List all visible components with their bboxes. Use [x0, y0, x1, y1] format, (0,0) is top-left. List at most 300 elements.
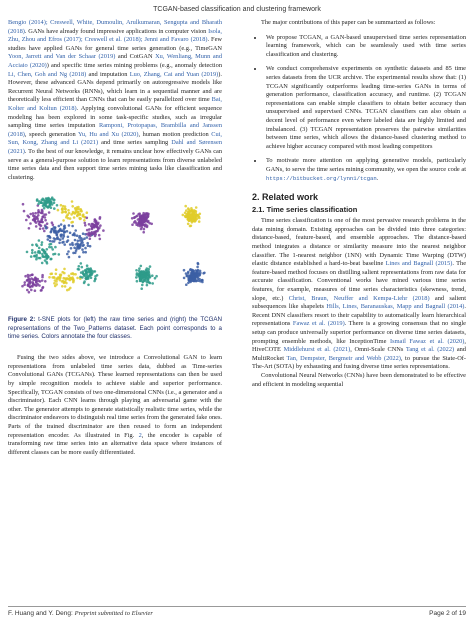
text-run: , Omni-Scale CNNs: [350, 346, 406, 354]
tsne-point: [185, 210, 188, 213]
tsne-point: [28, 216, 31, 219]
tsne-point: [40, 289, 43, 292]
tsne-point: [71, 277, 74, 280]
tsne-point: [89, 245, 92, 248]
tsne-point: [135, 224, 138, 227]
citation-link[interactable]: Cui, Sun, Kong, Zhang and Li (2021): [8, 130, 223, 147]
contribution-text: To motivate more attention on applying generative models, particularly GANs, to serve the time series mining community, we open the source code at: [266, 157, 466, 173]
tsne-point: [196, 218, 199, 221]
tsne-point: [102, 230, 105, 233]
tsne-point: [68, 288, 71, 291]
tsne-point: [187, 272, 190, 275]
tsne-point: [77, 240, 80, 243]
tsne-point: [60, 223, 63, 226]
tsne-point: [41, 253, 44, 256]
tsne-point: [28, 227, 31, 230]
tsne-point: [86, 217, 89, 220]
figure-2: [8, 188, 222, 312]
tsne-point: [76, 206, 79, 209]
tsne-point: [76, 242, 79, 245]
tsne-point: [197, 262, 200, 265]
tsne-point: [79, 276, 82, 279]
tsne-point: [40, 225, 43, 228]
tsne-point: [80, 210, 83, 213]
tsne-point: [41, 241, 44, 244]
tsne-point: [43, 230, 46, 233]
tsne-point: [74, 273, 77, 276]
tsne-point: [37, 214, 40, 217]
citation-link[interactable]: Bengio (2014); Creswell, White, Dumoulin, Arulkumaran, Sengupta and Bharath (2018): [8, 19, 222, 35]
tsne-point: [81, 239, 84, 242]
tsne-point: [143, 228, 146, 231]
text-run: ). However, these advanced GANs depend primarily on autoregressive models like Recurrent Neural Networks (RNNs), which learn in a sequential manner and are theoretically less efficient than CNNs that can be easily parallelized over time: [8, 70, 222, 104]
tsne-point: [57, 276, 60, 279]
tsne-point: [69, 279, 72, 282]
tsne-point: [39, 221, 42, 224]
citation-link[interactable]: Bai, Kolter and Koltun (2018): [8, 96, 222, 112]
tsne-point: [59, 229, 62, 232]
text-run: and MultiRocket: [252, 346, 466, 362]
tsne-point: [151, 282, 154, 285]
tsne-point: [56, 204, 59, 207]
citation-link[interactable]: Li, Chen, Goh and Ng (2018): [8, 70, 87, 78]
tsne-point: [49, 204, 52, 207]
tsne-point: [44, 204, 47, 207]
citation-link[interactable]: Xu, Wenliang, Munn and Acciaio (2020): [8, 53, 222, 69]
tsne-point: [183, 277, 186, 280]
tsne-point: [185, 284, 188, 287]
tsne-point: [31, 244, 34, 247]
tsne-point: [144, 279, 147, 282]
tsne-point: [62, 241, 65, 244]
tsne-point: [64, 278, 67, 281]
tsne-point: [83, 219, 86, 222]
tsne-point: [194, 210, 197, 213]
tsne-point: [67, 217, 70, 220]
tsne-point: [31, 252, 34, 255]
tsne-point: [38, 251, 41, 254]
tsne-point: [53, 282, 56, 285]
tsne-point: [93, 220, 96, 223]
right-paragraph-1: [252, 217, 466, 372]
tsne-point: [183, 269, 186, 272]
tsne-point: [60, 204, 63, 207]
tsne-point: [38, 284, 41, 287]
page-footer: [8, 606, 466, 617]
tsne-point: [82, 251, 85, 254]
tsne-point: [63, 235, 66, 238]
tsne-point: [191, 216, 194, 219]
tsne-point: [145, 276, 148, 279]
citation-link[interactable]: Middlehurst et al. (2021): [283, 346, 351, 354]
left-column: [8, 19, 222, 457]
tsne-point: [30, 289, 33, 292]
footer-left: [8, 610, 153, 617]
citation-link[interactable]: Christ, Braun, Neuffer and Kempa-Liehr (2018): [288, 294, 430, 302]
tsne-point: [84, 224, 87, 227]
subsection-title: 2.1. Time series classification: [252, 204, 358, 214]
tsne-point: [79, 214, 82, 217]
tsne-point: [51, 240, 54, 243]
tsne-point: [198, 221, 201, 224]
tsne-point: [46, 223, 49, 226]
tsne-point: [34, 251, 37, 254]
tsne-point: [74, 239, 77, 242]
citation-link[interactable]: Luo, Zhang, Cai and Yuan (2019): [129, 70, 219, 78]
tsne-point: [86, 236, 89, 239]
tsne-point: [132, 212, 135, 215]
citation-link[interactable]: 2: [138, 431, 142, 439]
tsne-point: [155, 275, 158, 278]
citation-link[interactable]: Hills, Lines, Baranauskas, Mapp and Bagnall (2014): [326, 303, 465, 311]
tsne-point: [79, 247, 82, 250]
tsne-point: [54, 230, 57, 233]
tsne-point: [41, 274, 44, 277]
tsne-point: [139, 219, 142, 222]
tsne-point: [86, 229, 89, 232]
tsne-point: [26, 279, 29, 282]
tsne-point: [57, 209, 60, 212]
text-run: , the encoder is capable of transforming raw time series into an alternative data space where instances of different classes can be more easily differentiated.: [8, 431, 222, 456]
tsne-point: [85, 272, 88, 275]
tsne-point: [189, 269, 192, 272]
tsne-point: [87, 268, 90, 271]
tsne-point: [61, 211, 64, 214]
tsne-point: [61, 285, 64, 288]
tsne-point: [131, 217, 134, 220]
text-run: ) and specific time series mining problems (e.g., anomaly detection: [46, 61, 222, 69]
tsne-point: [81, 266, 84, 269]
tsne-point: [185, 273, 188, 276]
tsne-point: [27, 274, 30, 277]
tsne-point: [70, 247, 73, 250]
tsne-point: [55, 280, 58, 283]
tsne-point: [42, 256, 45, 259]
text-run: . To the best of our knowledge, it remains unclear how effectively GANs can serve as a general-purpose solution to learn representations from diverse unlabeled time series data and then support time series mining tasks like classification and clustering.: [8, 147, 222, 181]
tsne-point: [195, 280, 198, 283]
citation-link[interactable]: Yu, Hu and Xu (2020): [78, 130, 139, 138]
footer-authors: F. Huang and Y. Deng:: [8, 610, 75, 617]
tsne-point: [85, 276, 88, 279]
tsne-point: [54, 246, 57, 249]
tsne-point: [93, 231, 96, 234]
citation-link[interactable]: Dahl and Sørensen (2021): [8, 139, 222, 155]
tsne-point: [54, 253, 57, 256]
tsne-point: [29, 213, 32, 216]
tsne-point: [82, 233, 85, 236]
tsne-point: [44, 280, 47, 283]
tsne-point: [40, 202, 43, 205]
tsne-point: [67, 209, 70, 212]
tsne-point: [79, 217, 82, 220]
tsne-point: [140, 288, 143, 291]
tsne-point: [55, 234, 58, 237]
tsne-point: [99, 218, 102, 221]
text-run: . Few studies have applied GANs for general time series generation (e.g., TimeGAN: [8, 36, 222, 52]
tsne-point: [32, 282, 35, 285]
tsne-point: [189, 211, 192, 214]
tsne-point: [58, 225, 61, 228]
tsne-point: [136, 280, 139, 283]
tsne-point: [30, 256, 33, 259]
tsne-point: [198, 278, 201, 281]
tsne-point: [199, 270, 202, 273]
tsne-point: [73, 247, 76, 250]
tsne-point: [44, 252, 47, 255]
tsne-point: [34, 290, 37, 293]
tsne-point: [139, 216, 142, 219]
tsne-point: [71, 225, 74, 228]
tsne-point: [26, 289, 29, 292]
tsne-point: [71, 205, 74, 208]
tsne-point: [131, 224, 134, 227]
citation-link[interactable]: Fawaz et al. (2019): [292, 320, 345, 328]
figure-caption-text: t-SNE plots for (left) the raw time series and (right) the TCGAN representations of the Two_Patterns dataset. Each point corresponds to a time series. Colors annotate the four classes.: [8, 316, 222, 340]
tsne-point: [69, 232, 72, 235]
citation-link[interactable]: Ramponi, Protopapas, Brambilla and Janssen (2018): [8, 122, 222, 138]
tsne-point: [43, 207, 46, 210]
tsne-point: [184, 212, 187, 215]
tsne-point: [83, 281, 86, 284]
citation-link[interactable]: Yoon, Jarrett and Van der Schaar (2019): [8, 53, 116, 61]
tsne-point: [44, 259, 47, 262]
tsne-point: [24, 281, 27, 284]
tsne-point: [99, 238, 102, 241]
tsne-point: [87, 245, 90, 248]
tsne-point: [46, 198, 49, 201]
left-paragraph-1: [8, 19, 222, 182]
tsne-point: [31, 274, 34, 277]
tsne-point: [53, 226, 56, 229]
tsne-point: [33, 255, 36, 258]
contributions-list: [252, 34, 466, 184]
tsne-point: [135, 276, 138, 279]
tsne-point: [98, 234, 101, 237]
tsne-point: [34, 212, 37, 215]
tsne-point: [58, 253, 61, 256]
tsne-point: [63, 272, 66, 275]
tsne-point: [47, 256, 50, 259]
tsne-point: [93, 224, 96, 227]
text-run: . GANs have already found impressive applications in computer vision: [24, 27, 209, 35]
tsne-point: [35, 258, 38, 261]
source-code-link[interactable]: https://bitbucket.org/lynn1/tcgan: [266, 174, 377, 182]
tsne-point: [138, 268, 141, 271]
tsne-point: [89, 238, 92, 241]
tsne-point: [68, 212, 71, 215]
tsne-point: [35, 225, 38, 228]
tsne-point: [66, 230, 69, 233]
tsne-point: [192, 275, 195, 278]
text-run: . The feature-based method focuses on distilling salient representations from raw data for accurate classification. Conventional works have mined various time series features, for example, measures of time series characteristics (skewness, trend, slope, etc.): [252, 260, 467, 302]
tsne-point: [48, 236, 51, 239]
tsne-point: [97, 227, 100, 230]
tsne-point: [187, 219, 190, 222]
tsne-point: [34, 284, 37, 287]
contributions-intro: The major contributions of this paper can be summarized as follows:: [261, 19, 436, 26]
tsne-point: [86, 265, 89, 268]
text-run: , HiveCOTE: [252, 337, 466, 354]
tsne-point: [51, 203, 54, 206]
text-run: , to pursue the State-Of-The-Art (SOTA) by exhausting and fusing diverse time series representations.: [252, 354, 466, 371]
text-run: and imputation: [86, 70, 130, 78]
tsne-point: [22, 203, 25, 206]
tsne-point: [24, 275, 27, 278]
tsne-point: [68, 224, 71, 227]
text-run: and salient subsequences like shapelets: [252, 294, 466, 311]
tsne-point: [86, 233, 89, 236]
tsne-point: [67, 239, 70, 242]
citation-link[interactable]: Lines and Bagnall (2015): [385, 260, 453, 268]
running-header: TCGAN-based classification and clustering framework: [153, 6, 321, 13]
tsne-point: [82, 272, 85, 275]
tsne-point: [96, 223, 99, 226]
text-run: Fusing the two sides above, we introduce a Convolutional GAN to learn representations from unlabeled time series data, dubbed as Time-series Convolutional GANs (TCGANs). These learned representations can then be used by simple recognition models to achieve stable and superior performance. Specifically, TCGAN consists of two one-dimensional CNNs (i.e., a generator and a discriminator). Each CNN learns through playing an adversarial game with the other. The generator attempts to generate statistically realistic time series, while the discriminator endeavors to distinguish real time series from the generated fake ones. Parts of the trained discriminator are then reused to form an independent representation encoder. As illustrated in Fig.: [8, 354, 222, 439]
tsne-point: [55, 273, 58, 276]
tsne-point: [50, 258, 53, 261]
tsne-point: [41, 248, 44, 251]
tsne-point: [195, 273, 198, 276]
tsne-point: [78, 237, 81, 240]
tsne-point: [63, 268, 66, 271]
tsne-point: [59, 275, 62, 278]
tsne-point: [74, 229, 77, 232]
tsne-point: [64, 206, 67, 209]
section-title: 2. Related work: [252, 192, 319, 203]
tsne-point: [52, 224, 55, 227]
tsne-point: [50, 231, 53, 234]
tsne-point: [84, 251, 87, 254]
citation-link[interactable]: Tan, Dempster, Bergmeir and Webb (2022): [286, 354, 401, 362]
tsne-point: [88, 275, 91, 278]
tsne-point: [194, 269, 197, 272]
tsne-point: [141, 217, 144, 220]
tsne-point: [32, 215, 35, 218]
tsne-point: [64, 208, 67, 211]
tsne-point: [60, 235, 63, 238]
text-run: , human motion prediction: [138, 130, 212, 138]
tsne-point: [78, 265, 81, 268]
tsne-point: [45, 255, 48, 258]
tsne-point: [192, 212, 195, 215]
tsne-point: [141, 221, 144, 224]
tsne-point: [42, 227, 45, 230]
tsne-point: [61, 280, 64, 283]
tsne-point: [138, 221, 141, 224]
tsne-point: [47, 206, 50, 209]
tsne-point: [66, 253, 69, 256]
tsne-point: [86, 242, 89, 245]
tsne-point: [41, 212, 44, 215]
tsne-point: [64, 280, 67, 283]
tsne-point: [140, 228, 143, 231]
tsne-point: [94, 235, 97, 238]
tsne-point: [67, 250, 70, 253]
tsne-point: [196, 266, 199, 269]
tsne-point: [25, 219, 28, 222]
tsne-point: [53, 276, 56, 279]
tsne-point: [195, 214, 198, 217]
citation-link[interactable]: Tang et al. (2022): [405, 346, 455, 354]
text-run: . Applying convolutional GANs for efficient sequence modeling has been explored in some task-specific studies, such as irregular sampling time series imputation: [8, 104, 222, 130]
citation-link[interactable]: Isola, Zhu, Zhou and Efros (2017); Creswell et al. (2018); Jenni and Favaro (2018): [8, 27, 222, 44]
tsne-point: [70, 221, 73, 224]
tsne-point: [62, 219, 65, 222]
tsne-point: [32, 212, 35, 215]
tsne-point: [90, 270, 93, 273]
figure-caption-label: Figure 2:: [8, 316, 36, 324]
tsne-point: [34, 277, 37, 280]
tsne-point: [72, 211, 75, 214]
tsne-point: [71, 244, 74, 247]
tsne-point: [189, 225, 192, 228]
text-run: . There is a growing consensus that no single setup can produce universally superior performance on diverse time series datasets, prompting ensemble methods, like InceptionTime: [252, 320, 466, 345]
tsne-point: [31, 249, 34, 252]
tsne-point: [82, 215, 85, 218]
tsne-point: [53, 208, 56, 211]
tsne-point: [192, 219, 195, 222]
text-run: Time series classification is one of the most pervasive research problems in the data mining domain. Existing approaches can be divided into three categories: distance-based, feature-based, and ensemble approaches. The distance-based method integrates a distance or similarity measure into the nearest neighbor classifier. The 1-nearest neighbor (1NN) with Dynamic Time Warping (DTW) elastic distance established a hard-to-beat baseline: [252, 217, 466, 268]
tsne-point: [39, 228, 42, 231]
tsne-point: [147, 216, 150, 219]
tsne-point: [78, 256, 81, 259]
tsne-point: [142, 231, 145, 234]
tsne-point: [37, 203, 40, 206]
tsne-point: [149, 266, 152, 269]
tsne-point: [54, 238, 57, 241]
tsne-point: [29, 222, 32, 225]
tsne-point: [141, 277, 144, 280]
figure-caption: [8, 316, 222, 341]
tsne-point: [39, 257, 42, 260]
tsne-point: [38, 239, 41, 242]
tsne-point: [94, 278, 97, 281]
tsne-point: [73, 216, 76, 219]
tsne-point: [80, 262, 83, 265]
tsne-point: [44, 226, 47, 229]
right-column: [252, 19, 466, 389]
citation-link[interactable]: Ismail Fawaz et al. (2020): [390, 337, 465, 345]
tsne-point: [140, 265, 143, 268]
tsne-point: [45, 213, 48, 216]
tsne-point: [73, 232, 76, 235]
tsne-point: [146, 268, 149, 271]
tsne-point: [58, 242, 61, 245]
tsne-point: [82, 245, 85, 248]
tsne-point: [63, 244, 66, 247]
tsne-point: [56, 236, 59, 239]
tsne-point: [87, 284, 90, 287]
text-run: and time series sampling: [98, 139, 172, 147]
tsne-point: [44, 219, 47, 222]
tsne-point: [63, 228, 66, 231]
tsne-point: [48, 243, 51, 246]
tsne-point: [195, 206, 198, 209]
tsne-point: [49, 240, 52, 243]
footer-page-number: Page 2 of 19: [429, 610, 466, 617]
tsne-point: [55, 283, 58, 286]
tsne-point: [50, 246, 53, 249]
tsne-point: [141, 224, 144, 227]
tsne-point: [35, 244, 38, 247]
tsne-point: [139, 278, 142, 281]
tsne-point: [35, 281, 38, 284]
tsne-point: [76, 277, 79, 280]
tsne-point: [53, 199, 56, 202]
tsne-point: [72, 280, 75, 283]
tsne-point: [64, 211, 67, 214]
tsne-point: [151, 275, 154, 278]
